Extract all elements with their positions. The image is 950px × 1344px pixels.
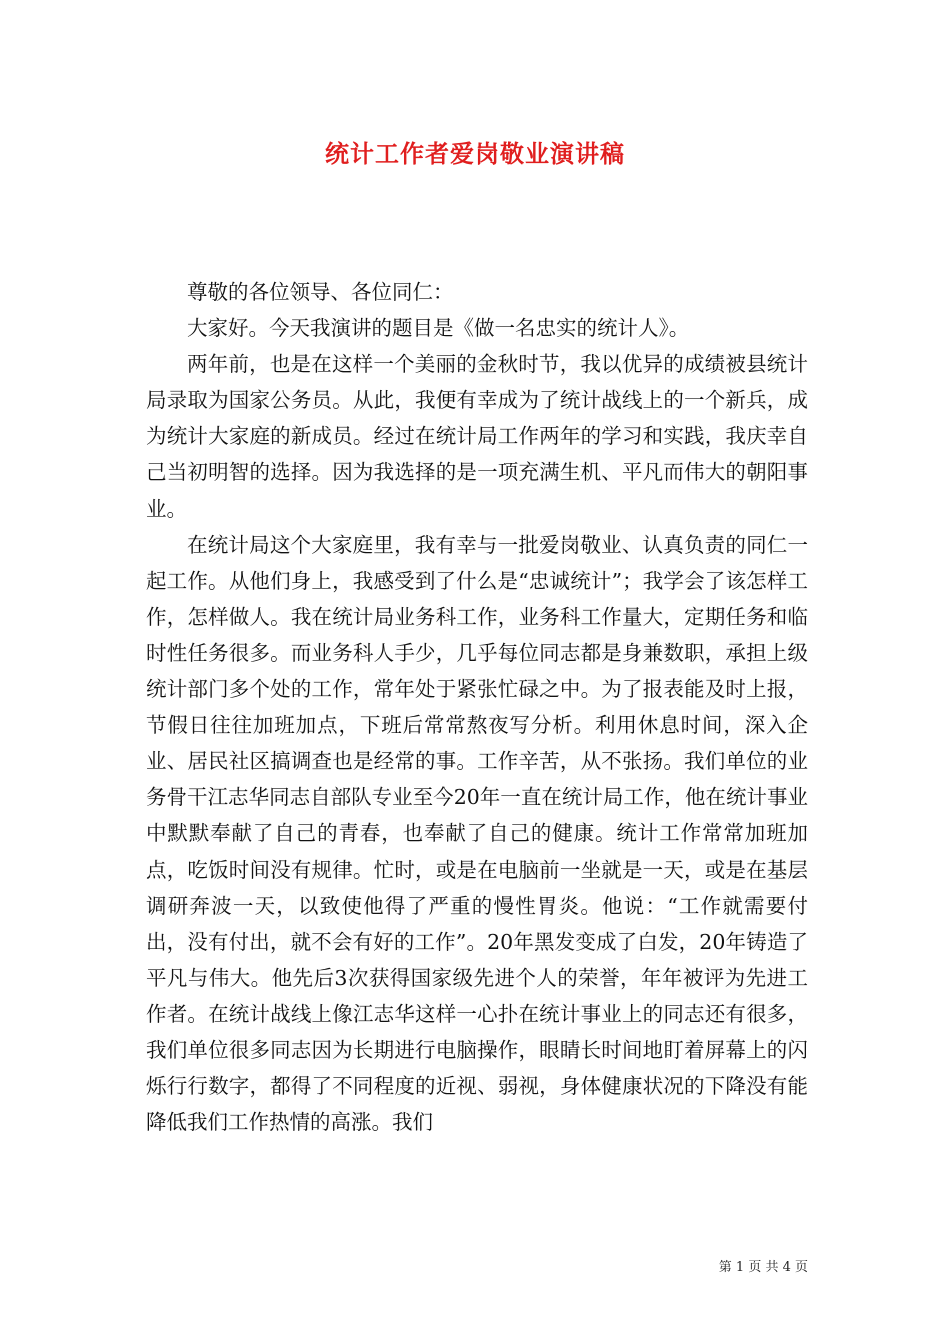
body-paragraph: 两年前，也是在这样一个美丽的金秋时节，我以优异的成绩被县统计局录取为国家公务员。从此，我便有幸成为了统计战线上的一个新兵，成为统计大家庭的新成员。经过在统计局工作两年的学习和实践，我庆幸自己当初明智的选择。因为我选择的是一项充满生机、平凡而伟大的朝阳事业。 <box>146 352 808 521</box>
document-body <box>146 274 808 1140</box>
greeting-paragraph: 大家好。今天我演讲的题目是《做一名忠实的统计人》。 <box>187 316 690 341</box>
salutation-paragraph: 尊敬的各位领导、各位同仁： <box>187 280 454 304</box>
document-title: 统计工作者爱岗敬业演讲稿 <box>325 139 625 168</box>
page-number-footer: 第 1 页 共 4 页 <box>718 1260 808 1275</box>
body-paragraph: 在统计局这个大家庭里，我有幸与一批爱岗敬业、认真负责的同仁一起工作。从他们身上，我感受到了什么是“忠诚统计”；我学会了该怎样工作，怎样做人。我在统计局业务科工作，业务科工作量大，定期任务和临时性任务很多。而业务科人手少，几乎每位同志都是身兼数职，承担上级统计部门多个处的工作，常年处于紧张忙碌之中。为了报表能及时上报，节假日往往加班加点，下班后常常熬夜写分析。利用休息时间，深入企业、居民社区搞调查也是经常的事。工作辛苦，从不张扬。我们单位的业务骨干江志华同志自部队专业至今20年一直在统计局工作，他在统计事业中默默奉献了自己的青春，也奉献了自己的健康。统计工作常常加班加点，吃饭时间没有规律。忙时，或是在电脑前一坐就是一天，或是在基层调研奔波一天，以致使他得了严重的慢性胃炎。他说：“工作就需要付出，没有付出，就不会有好的工作”。20年黑发变成了白发，20年铸造了平凡与伟大。他先后3次获得国家级先进个人的荣誉，年年被评为先进工作者。在统计战线上像江志华这样一心扑在统计事业上的同志还有很多，我们单位很多同志因为长期进行电脑操作，眼睛长时间地盯着屏幕上的闪烁行行数字，都得了不同程度的近视、弱视，身体健康状况的下降没有能降低我们工作热情的高涨。我们 <box>146 532 808 1135</box>
